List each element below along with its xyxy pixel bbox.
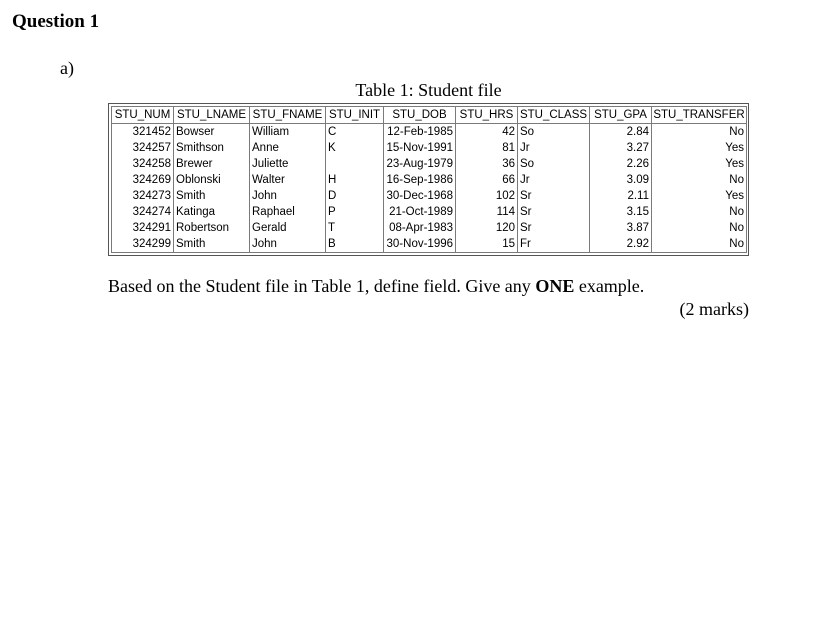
marks-label: (2 marks) (679, 299, 749, 319)
instruction-after: example. (574, 276, 645, 296)
col-header-stu-lname: STU_LNAME (174, 107, 250, 124)
cell-stu-transfer: No (652, 204, 747, 220)
cell-stu-dob: 16-Sep-1986 (384, 172, 456, 188)
cell-stu-gpa: 3.87 (590, 220, 652, 236)
cell-stu-lname: Smithson (174, 140, 250, 156)
cell-stu-fname: Gerald (250, 220, 326, 236)
table-row (112, 124, 747, 141)
cell-stu-gpa: 2.92 (590, 236, 652, 253)
instruction-emphasis: ONE (535, 276, 575, 296)
cell-stu-gpa: 3.27 (590, 140, 652, 156)
col-header-stu-class: STU_CLASS (518, 107, 590, 124)
cell-stu-class: So (518, 156, 590, 172)
cell-stu-lname: Brewer (174, 156, 250, 172)
cell-stu-dob: 12-Feb-1985 (384, 124, 456, 141)
cell-stu-fname: John (250, 188, 326, 204)
cell-stu-num: 324291 (112, 220, 174, 236)
cell-stu-num: 324299 (112, 236, 174, 253)
cell-stu-fname: Juliette (250, 156, 326, 172)
cell-stu-num: 324258 (112, 156, 174, 172)
cell-stu-init: H (326, 172, 384, 188)
cell-stu-num: 324269 (112, 172, 174, 188)
cell-stu-gpa: 3.09 (590, 172, 652, 188)
cell-stu-fname: William (250, 124, 326, 141)
cell-stu-class: Fr (518, 236, 590, 253)
col-header-stu-gpa: STU_GPA (590, 107, 652, 124)
question-title: Question 1 (12, 11, 100, 32)
instruction-before: Based on the Student file in Table 1, define field. Give any (108, 276, 536, 296)
cell-stu-class: Sr (518, 188, 590, 204)
col-header-stu-transfer: STU_TRANSFER (652, 107, 747, 124)
col-header-stu-num: STU_NUM (112, 107, 174, 124)
cell-stu-dob: 30-Dec-1968 (384, 188, 456, 204)
student-table (111, 106, 747, 253)
cell-stu-hrs: 15 (456, 236, 518, 253)
cell-stu-fname: Raphael (250, 204, 326, 220)
cell-stu-num: 324257 (112, 140, 174, 156)
cell-stu-transfer: Yes (652, 156, 747, 172)
cell-stu-init: D (326, 188, 384, 204)
student-table-container (108, 103, 749, 256)
cell-stu-lname: Smith (174, 236, 250, 253)
table-row (112, 236, 747, 253)
cell-stu-class: Sr (518, 204, 590, 220)
table-caption: Table 1: Student file (355, 80, 502, 100)
cell-stu-dob: 23-Aug-1979 (384, 156, 456, 172)
col-header-stu-init: STU_INIT (326, 107, 384, 124)
col-header-stu-hrs: STU_HRS (456, 107, 518, 124)
table-row (112, 172, 747, 188)
cell-stu-hrs: 81 (456, 140, 518, 156)
cell-stu-transfer: Yes (652, 140, 747, 156)
col-header-stu-fname: STU_FNAME (250, 107, 326, 124)
cell-stu-hrs: 120 (456, 220, 518, 236)
cell-stu-class: Jr (518, 172, 590, 188)
cell-stu-class: So (518, 124, 590, 141)
cell-stu-init: C (326, 124, 384, 141)
cell-stu-init: P (326, 204, 384, 220)
cell-stu-lname: Smith (174, 188, 250, 204)
cell-stu-hrs: 66 (456, 172, 518, 188)
cell-stu-fname: Walter (250, 172, 326, 188)
cell-stu-class: Sr (518, 220, 590, 236)
cell-stu-transfer: No (652, 124, 747, 141)
cell-stu-dob: 15-Nov-1991 (384, 140, 456, 156)
cell-stu-lname: Oblonski (174, 172, 250, 188)
cell-stu-dob: 08-Apr-1983 (384, 220, 456, 236)
cell-stu-hrs: 102 (456, 188, 518, 204)
table-header-row (112, 107, 747, 124)
cell-stu-class: Jr (518, 140, 590, 156)
col-header-stu-dob: STU_DOB (384, 107, 456, 124)
cell-stu-init: T (326, 220, 384, 236)
cell-stu-transfer: No (652, 236, 747, 253)
cell-stu-gpa: 3.15 (590, 204, 652, 220)
cell-stu-dob: 21-Oct-1989 (384, 204, 456, 220)
cell-stu-gpa: 2.26 (590, 156, 652, 172)
cell-stu-num: 324273 (112, 188, 174, 204)
cell-stu-hrs: 114 (456, 204, 518, 220)
cell-stu-fname: John (250, 236, 326, 253)
cell-stu-num: 321452 (112, 124, 174, 141)
cell-stu-hrs: 36 (456, 156, 518, 172)
cell-stu-lname: Katinga (174, 204, 250, 220)
part-label: a) (60, 58, 74, 78)
cell-stu-init: K (326, 140, 384, 156)
table-row (112, 188, 747, 204)
table-row (112, 140, 747, 156)
cell-stu-init: B (326, 236, 384, 253)
cell-stu-fname: Anne (250, 140, 326, 156)
table-body (112, 124, 747, 253)
cell-stu-transfer: No (652, 220, 747, 236)
cell-stu-num: 324274 (112, 204, 174, 220)
cell-stu-hrs: 42 (456, 124, 518, 141)
cell-stu-transfer: No (652, 172, 747, 188)
cell-stu-gpa: 2.11 (590, 188, 652, 204)
cell-stu-lname: Bowser (174, 124, 250, 141)
table-row (112, 220, 747, 236)
cell-stu-dob: 30-Nov-1996 (384, 236, 456, 253)
table-row (112, 156, 747, 172)
table-row (112, 204, 747, 220)
instruction-text (108, 276, 644, 297)
cell-stu-transfer: Yes (652, 188, 747, 204)
cell-stu-lname: Robertson (174, 220, 250, 236)
cell-stu-init (326, 156, 384, 172)
cell-stu-gpa: 2.84 (590, 124, 652, 141)
